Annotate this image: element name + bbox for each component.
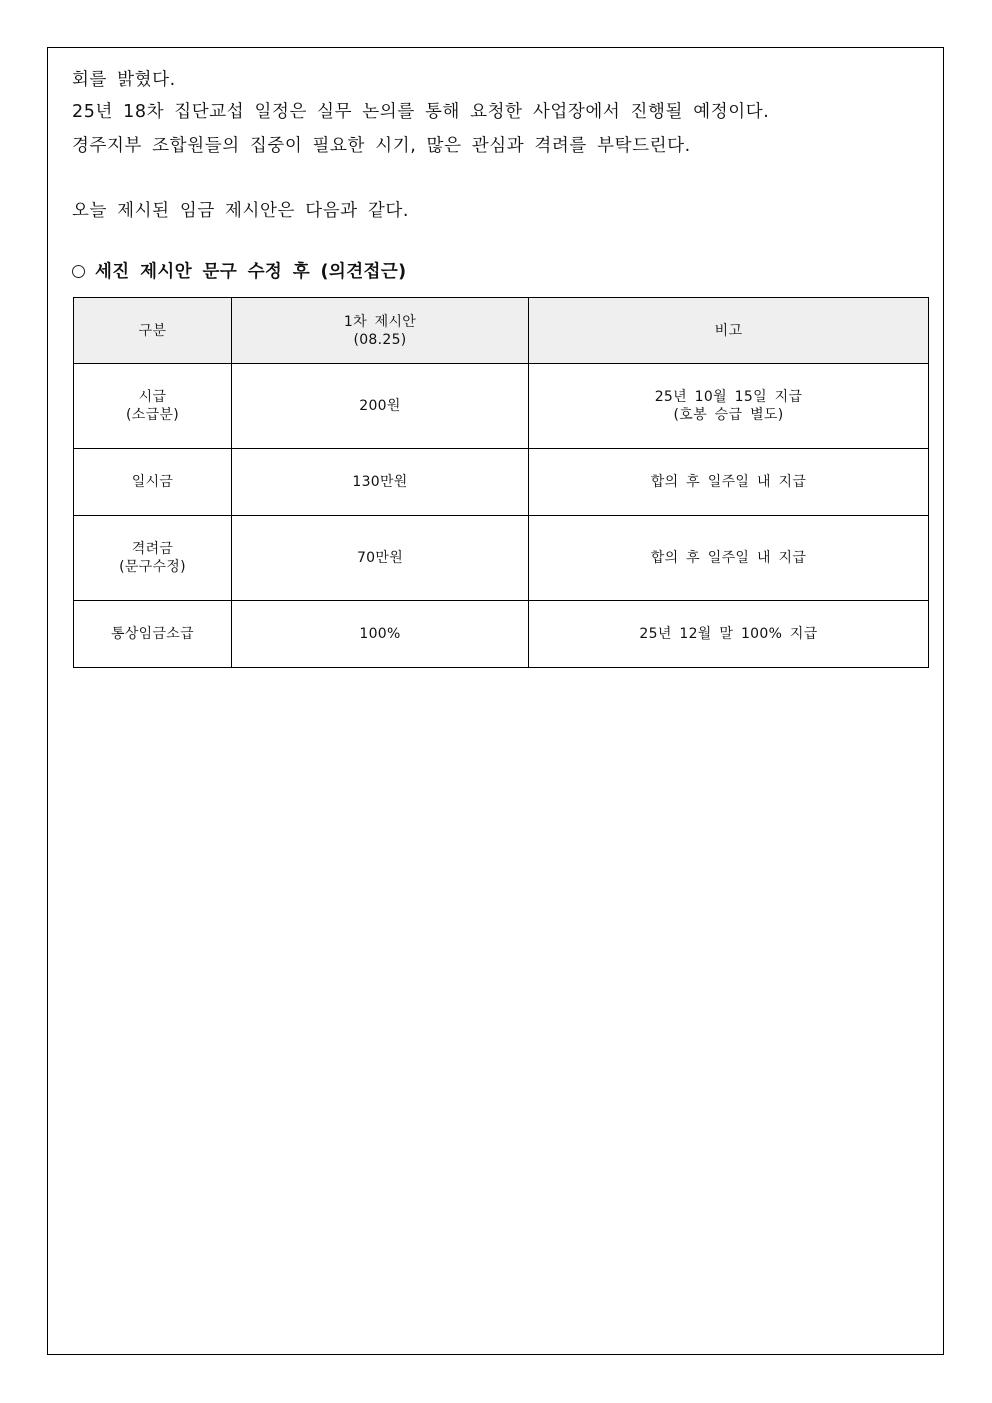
row-note: 합의 후 일주일 내 지급: [529, 449, 929, 516]
row-category: 격려금 (문구수정): [74, 516, 232, 601]
table-row: [74, 516, 929, 601]
paragraph-4: 오늘 제시된 임금 제시안은 다음과 같다.: [72, 201, 410, 221]
table-row: [74, 601, 929, 668]
row-proposal: 100%: [232, 601, 529, 668]
table-row: [74, 364, 929, 449]
row-proposal: 200원: [232, 364, 529, 449]
row-proposal: 70만원: [232, 516, 529, 601]
row-note: 25년 10월 15일 지급 (호봉 승급 별도): [529, 364, 929, 449]
row-note: 합의 후 일주일 내 지급: [529, 516, 929, 601]
paragraph-2: 25년 18차 집단교섭 일정은 실무 논의를 통해 요청한 사업장에서 진행될 예정이다.: [72, 102, 770, 122]
row-category: 통상임금소급: [74, 601, 232, 668]
row-category: 일시금: [74, 449, 232, 516]
table-header-row: [74, 298, 929, 364]
row-category: 시급 (소급분): [74, 364, 232, 449]
row-note: 25년 12월 말 100% 지급: [529, 601, 929, 668]
wage-proposal-table: [73, 297, 929, 668]
header-category: 구분: [74, 298, 232, 364]
header-note: 비고: [529, 298, 929, 364]
page-frame: [47, 47, 944, 1355]
header-first-proposal: 1차 제시안 (08.25): [232, 298, 529, 364]
table-row: [74, 449, 929, 516]
row-proposal: 130만원: [232, 449, 529, 516]
section-heading-text: 세진 제시안 문구 수정 후 (의견접근): [95, 262, 407, 282]
paragraph-1: 회를 밝혔다.: [72, 70, 176, 90]
paragraph-3: 경주지부 조합원들의 집중이 필요한 시기, 많은 관심과 격려를 부탁드린다.: [72, 136, 691, 156]
section-heading: [72, 260, 407, 284]
circle-bullet-icon: [72, 265, 85, 278]
